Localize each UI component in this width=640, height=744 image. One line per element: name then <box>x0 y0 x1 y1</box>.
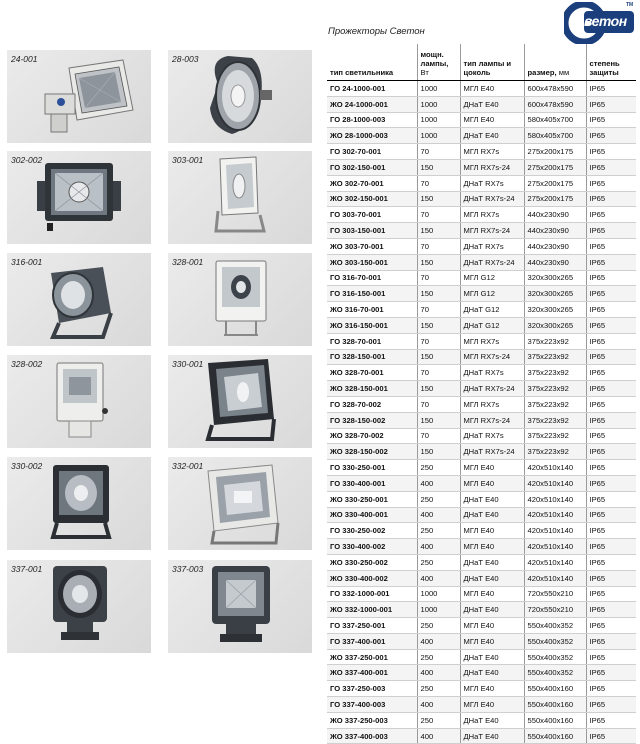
cell-size: 550x400x160 <box>524 681 586 697</box>
tile-label: 332-001 <box>172 461 204 471</box>
cell-ip: IP65 <box>586 665 636 681</box>
cell-lamp: ДНаТ E40 <box>460 728 524 744</box>
cell-lamp: ДНаТ E40 <box>460 554 524 570</box>
table-row <box>327 159 636 175</box>
cell-lamp: МГЛ E40 <box>460 81 524 97</box>
cell-model: ЖО 332-1000-001 <box>327 602 417 618</box>
cell-size: 550x400x352 <box>524 665 586 681</box>
cell-ip: IP65 <box>586 128 636 144</box>
cell-lamp: МГЛ E40 <box>460 586 524 602</box>
table-row <box>327 333 636 349</box>
cell-ip: IP65 <box>586 649 636 665</box>
cell-size: 420x510x140 <box>524 460 586 476</box>
product-tile-28-003[interactable] <box>168 50 312 143</box>
catalog-title: Прожекторы Светон <box>328 26 425 37</box>
cell-power: 70 <box>417 396 460 412</box>
table-row <box>327 523 636 539</box>
cell-model: ГО 303-150-001 <box>327 223 417 239</box>
table-row <box>327 697 636 713</box>
cell-ip: IP65 <box>586 254 636 270</box>
product-tile-330-001[interactable] <box>168 355 312 448</box>
cell-lamp: ДНаТ E40 <box>460 665 524 681</box>
cell-model: ЖО 330-250-001 <box>327 491 417 507</box>
table-row <box>327 428 636 444</box>
cell-lamp: МГЛ RX7s <box>460 396 524 412</box>
cell-size: 375x223x92 <box>524 444 586 460</box>
cell-ip: IP65 <box>586 223 636 239</box>
cell-ip: IP65 <box>586 333 636 349</box>
cell-size: 580x405x700 <box>524 112 586 128</box>
cell-power: 70 <box>417 238 460 254</box>
cell-power: 250 <box>417 712 460 728</box>
cell-size: 420x510x140 <box>524 554 586 570</box>
cell-size: 275x200x175 <box>524 191 586 207</box>
cell-size: 275x200x175 <box>524 144 586 160</box>
table-row <box>327 96 636 112</box>
cell-power: 70 <box>417 175 460 191</box>
tile-label: 316-001 <box>11 257 43 267</box>
tile-label: 24-001 <box>11 54 38 64</box>
cell-model: ЖО 330-250-002 <box>327 554 417 570</box>
table-row <box>327 475 636 491</box>
cell-model: ЖО 337-250-001 <box>327 649 417 665</box>
brand-logo-text: ветон <box>584 13 627 29</box>
cell-ip: IP65 <box>586 728 636 744</box>
cell-power: 250 <box>417 618 460 634</box>
cell-ip: IP65 <box>586 570 636 586</box>
cell-lamp: МГЛ G12 <box>460 286 524 302</box>
cell-size: 600x478x590 <box>524 81 586 97</box>
cell-model: ЖО 328-150-002 <box>327 444 417 460</box>
table-header-row <box>327 44 636 81</box>
cell-lamp: ДНаТ RX7s <box>460 175 524 191</box>
table-row <box>327 491 636 507</box>
cell-power: 150 <box>417 223 460 239</box>
table-row <box>327 286 636 302</box>
cell-model: ГО 316-70-001 <box>327 270 417 286</box>
cell-power: 250 <box>417 523 460 539</box>
cell-lamp: МГЛ E40 <box>460 460 524 476</box>
cell-lamp: МГЛ E40 <box>460 539 524 555</box>
cell-lamp: МГЛ E40 <box>460 523 524 539</box>
cell-model: ЖО 303-150-001 <box>327 254 417 270</box>
table-row <box>327 554 636 570</box>
product-tile-302-002[interactable] <box>7 151 151 244</box>
cell-lamp: ДНаТ E40 <box>460 712 524 728</box>
cell-size: 420x510x140 <box>524 491 586 507</box>
cell-power: 250 <box>417 649 460 665</box>
cell-size: 275x200x175 <box>524 159 586 175</box>
cell-lamp: ДНаТ RX7s-24 <box>460 444 524 460</box>
cell-ip: IP65 <box>586 286 636 302</box>
cell-ip: IP65 <box>586 112 636 128</box>
cell-size: 440x230x90 <box>524 223 586 239</box>
cell-power: 150 <box>417 317 460 333</box>
cell-power: 150 <box>417 286 460 302</box>
cell-power: 400 <box>417 475 460 491</box>
cell-ip: IP65 <box>586 238 636 254</box>
cell-model: ГО 302-70-001 <box>327 144 417 160</box>
cell-lamp: МГЛ E40 <box>460 475 524 491</box>
cell-lamp: ДНаТ RX7s <box>460 428 524 444</box>
tile-label: 330-001 <box>172 359 204 369</box>
cell-size: 580x405x700 <box>524 128 586 144</box>
table-row <box>327 302 636 318</box>
cell-size: 550x400x160 <box>524 728 586 744</box>
cell-power: 150 <box>417 191 460 207</box>
cell-model: ГО 303-70-001 <box>327 207 417 223</box>
tile-label: 302-002 <box>11 155 43 165</box>
cell-model: ЖО 337-250-003 <box>327 712 417 728</box>
table-row <box>327 728 636 744</box>
table-row <box>327 665 636 681</box>
table-row <box>327 223 636 239</box>
product-tile-337-001[interactable] <box>7 560 151 653</box>
cell-ip: IP65 <box>586 539 636 555</box>
header-type: тип светильника <box>327 44 417 81</box>
cell-lamp: МГЛ G12 <box>460 270 524 286</box>
product-tile-337-003[interactable] <box>168 560 312 653</box>
table-row <box>327 175 636 191</box>
table-row <box>327 412 636 428</box>
table-row <box>327 681 636 697</box>
cell-power: 400 <box>417 665 460 681</box>
cell-lamp: ДНаТ E40 <box>460 570 524 586</box>
cell-model: ЖО 328-150-001 <box>327 381 417 397</box>
cell-size: 320x300x265 <box>524 302 586 318</box>
table-row <box>327 349 636 365</box>
cell-power: 1000 <box>417 128 460 144</box>
cell-ip: IP65 <box>586 618 636 634</box>
cell-lamp: МГЛ E40 <box>460 112 524 128</box>
cell-size: 550x400x352 <box>524 633 586 649</box>
cell-model: ГО 330-400-001 <box>327 475 417 491</box>
product-tile-330-002[interactable] <box>7 457 151 550</box>
cell-model: ГО 337-250-001 <box>327 618 417 634</box>
cell-size: 420x510x140 <box>524 475 586 491</box>
cell-ip: IP65 <box>586 270 636 286</box>
cell-size: 420x510x140 <box>524 539 586 555</box>
cell-model: ЖО 302-150-001 <box>327 191 417 207</box>
cell-ip: IP65 <box>586 159 636 175</box>
cell-lamp: МГЛ RX7s <box>460 333 524 349</box>
table-body <box>327 81 636 744</box>
tile-label: 303-001 <box>172 155 204 165</box>
table-row <box>327 238 636 254</box>
cell-model: ГО 28-1000-003 <box>327 112 417 128</box>
cell-model: ГО 328-150-002 <box>327 412 417 428</box>
table-row <box>327 570 636 586</box>
cell-size: 320x300x265 <box>524 317 586 333</box>
cell-model: ГО 316-150-001 <box>327 286 417 302</box>
product-tile-24-001[interactable] <box>7 50 151 143</box>
cell-power: 150 <box>417 444 460 460</box>
cell-size: 375x223x92 <box>524 396 586 412</box>
cell-ip: IP65 <box>586 460 636 476</box>
cell-power: 400 <box>417 539 460 555</box>
cell-power: 70 <box>417 144 460 160</box>
cell-ip: IP65 <box>586 365 636 381</box>
cell-size: 320x300x265 <box>524 270 586 286</box>
cell-ip: IP65 <box>586 681 636 697</box>
cell-power: 1000 <box>417 586 460 602</box>
cell-ip: IP65 <box>586 81 636 97</box>
cell-size: 550x400x160 <box>524 697 586 713</box>
cell-lamp: ДНаТ G12 <box>460 317 524 333</box>
cell-size: 375x223x92 <box>524 428 586 444</box>
cell-ip: IP65 <box>586 428 636 444</box>
cell-power: 70 <box>417 302 460 318</box>
cell-model: ЖО 316-150-001 <box>327 317 417 333</box>
cell-model: ЖО 337-400-001 <box>327 665 417 681</box>
cell-size: 440x230x90 <box>524 238 586 254</box>
cell-model: ЖО 337-400-003 <box>327 728 417 744</box>
cell-ip: IP65 <box>586 523 636 539</box>
cell-lamp: МГЛ RX7s-24 <box>460 159 524 175</box>
cell-lamp: ДНаТ RX7s-24 <box>460 191 524 207</box>
tile-label: 337-003 <box>172 564 204 574</box>
cell-power: 250 <box>417 460 460 476</box>
cell-ip: IP65 <box>586 491 636 507</box>
cell-power: 70 <box>417 428 460 444</box>
cell-lamp: ДНаТ RX7s <box>460 365 524 381</box>
cell-power: 250 <box>417 491 460 507</box>
cell-model: ЖО 330-400-002 <box>327 570 417 586</box>
table-row <box>327 712 636 728</box>
cell-size: 550x400x352 <box>524 649 586 665</box>
cell-ip: IP65 <box>586 144 636 160</box>
cell-ip: IP65 <box>586 586 636 602</box>
cell-size: 600x478x590 <box>524 96 586 112</box>
cell-size: 375x223x92 <box>524 333 586 349</box>
cell-size: 375x223x92 <box>524 365 586 381</box>
cell-ip: IP65 <box>586 317 636 333</box>
cell-model: ГО 330-250-001 <box>327 460 417 476</box>
cell-lamp: МГЛ RX7s-24 <box>460 223 524 239</box>
cell-power: 1000 <box>417 96 460 112</box>
header-power: мощн. лампы, Вт <box>417 44 460 81</box>
cell-power: 70 <box>417 365 460 381</box>
table-row <box>327 81 636 97</box>
header-power-unit: Вт <box>420 68 429 77</box>
cell-lamp: ДНаТ RX7s-24 <box>460 254 524 270</box>
cell-model: ЖО 28-1000-003 <box>327 128 417 144</box>
cell-power: 150 <box>417 381 460 397</box>
cell-model: ГО 330-400-002 <box>327 539 417 555</box>
cell-power: 400 <box>417 697 460 713</box>
cell-size: 275x200x175 <box>524 175 586 191</box>
cell-model: ГО 24-1000-001 <box>327 81 417 97</box>
table-row <box>327 444 636 460</box>
cell-lamp: ДНаТ E40 <box>460 128 524 144</box>
cell-power: 150 <box>417 412 460 428</box>
cell-size: 550x400x352 <box>524 618 586 634</box>
cell-power: 70 <box>417 270 460 286</box>
cell-lamp: ДНаТ E40 <box>460 649 524 665</box>
product-tile-328-001[interactable] <box>168 253 312 346</box>
cell-power: 70 <box>417 207 460 223</box>
cell-model: ЖО 302-70-001 <box>327 175 417 191</box>
cell-model: ЖО 328-70-002 <box>327 428 417 444</box>
table-row <box>327 539 636 555</box>
cell-lamp: МГЛ E40 <box>460 681 524 697</box>
cell-lamp: МГЛ E40 <box>460 618 524 634</box>
cell-ip: IP65 <box>586 191 636 207</box>
cell-ip: IP65 <box>586 633 636 649</box>
table-row <box>327 317 636 333</box>
table-row <box>327 128 636 144</box>
cell-ip: IP65 <box>586 475 636 491</box>
cell-model: ГО 330-250-002 <box>327 523 417 539</box>
cell-ip: IP65 <box>586 602 636 618</box>
cell-model: ГО 328-150-001 <box>327 349 417 365</box>
cell-model: ГО 328-70-001 <box>327 333 417 349</box>
product-tile-303-001[interactable] <box>168 151 312 244</box>
cell-power: 70 <box>417 333 460 349</box>
table-row <box>327 396 636 412</box>
cell-model: ЖО 330-400-001 <box>327 507 417 523</box>
spec-table <box>327 44 636 744</box>
cell-model: ЖО 303-70-001 <box>327 238 417 254</box>
cell-power: 1000 <box>417 112 460 128</box>
tile-label: 337-001 <box>11 564 43 574</box>
header-size-unit: мм <box>558 68 570 77</box>
cell-lamp: МГЛ E40 <box>460 697 524 713</box>
cell-power: 400 <box>417 728 460 744</box>
cell-ip: IP65 <box>586 96 636 112</box>
tile-label: 328-002 <box>11 359 43 369</box>
tile-label: 330-002 <box>11 461 43 471</box>
table-row <box>327 460 636 476</box>
cell-size: 375x223x92 <box>524 381 586 397</box>
cell-ip: IP65 <box>586 554 636 570</box>
cell-size: 420x510x140 <box>524 523 586 539</box>
table-row <box>327 507 636 523</box>
cell-power: 1000 <box>417 81 460 97</box>
cell-ip: IP65 <box>586 381 636 397</box>
cell-model: ГО 328-70-002 <box>327 396 417 412</box>
table-row <box>327 649 636 665</box>
cell-size: 420x510x140 <box>524 507 586 523</box>
cell-size: 720x550x210 <box>524 586 586 602</box>
cell-power: 150 <box>417 159 460 175</box>
cell-power: 1000 <box>417 602 460 618</box>
table-row <box>327 207 636 223</box>
cell-lamp: ДНаТ RX7s-24 <box>460 381 524 397</box>
cell-power: 250 <box>417 681 460 697</box>
trademark-mark: TM <box>626 2 634 8</box>
cell-ip: IP65 <box>586 349 636 365</box>
cell-ip: IP65 <box>586 412 636 428</box>
cell-power: 400 <box>417 570 460 586</box>
cell-power: 400 <box>417 633 460 649</box>
header-lamp: тип лампы и цоколь <box>460 44 524 81</box>
cell-model: ЖО 328-70-001 <box>327 365 417 381</box>
cell-size: 420x510x140 <box>524 570 586 586</box>
product-tile-328-002[interactable] <box>7 355 151 448</box>
table-row <box>327 270 636 286</box>
table-row <box>327 586 636 602</box>
cell-size: 550x400x160 <box>524 712 586 728</box>
cell-ip: IP65 <box>586 697 636 713</box>
table-row <box>327 381 636 397</box>
cell-ip: IP65 <box>586 712 636 728</box>
cell-lamp: ДНаТ E40 <box>460 96 524 112</box>
cell-size: 440x230x90 <box>524 207 586 223</box>
product-tile-316-001[interactable] <box>7 253 151 346</box>
tile-label: 328-001 <box>172 257 204 267</box>
cell-lamp: МГЛ RX7s <box>460 207 524 223</box>
cell-lamp: ДНаТ G12 <box>460 302 524 318</box>
cell-model: ГО 332-1000-001 <box>327 586 417 602</box>
cell-model: ГО 302-150-001 <box>327 159 417 175</box>
cell-lamp: ДНаТ E40 <box>460 507 524 523</box>
table-row <box>327 112 636 128</box>
table-row <box>327 365 636 381</box>
cell-size: 720x550x210 <box>524 602 586 618</box>
cell-model: ЖО 24-1000-001 <box>327 96 417 112</box>
cell-ip: IP65 <box>586 444 636 460</box>
cell-model: ГО 337-400-001 <box>327 633 417 649</box>
cell-lamp: ДНаТ RX7s <box>460 238 524 254</box>
cell-ip: IP65 <box>586 207 636 223</box>
cell-lamp: МГЛ RX7s <box>460 144 524 160</box>
header-size: размер, мм <box>524 44 586 81</box>
cell-ip: IP65 <box>586 302 636 318</box>
cell-size: 440x230x90 <box>524 254 586 270</box>
table-row <box>327 191 636 207</box>
cell-lamp: МГЛ RX7s-24 <box>460 349 524 365</box>
table-row <box>327 144 636 160</box>
cell-model: ГО 337-400-003 <box>327 697 417 713</box>
cell-lamp: ДНаТ E40 <box>460 602 524 618</box>
cell-lamp: МГЛ E40 <box>460 633 524 649</box>
cell-power: 150 <box>417 349 460 365</box>
cell-ip: IP65 <box>586 175 636 191</box>
table-row <box>327 618 636 634</box>
product-tile-332-001[interactable] <box>168 457 312 550</box>
cell-power: 400 <box>417 507 460 523</box>
cell-size: 320x300x265 <box>524 286 586 302</box>
cell-ip: IP65 <box>586 396 636 412</box>
cell-size: 375x223x92 <box>524 412 586 428</box>
header-ip: степень защиты <box>586 44 636 81</box>
cell-model: ГО 337-250-003 <box>327 681 417 697</box>
cell-size: 375x223x92 <box>524 349 586 365</box>
cell-power: 250 <box>417 554 460 570</box>
cell-lamp: ДНаТ E40 <box>460 491 524 507</box>
table-row <box>327 633 636 649</box>
cell-ip: IP65 <box>586 507 636 523</box>
cell-model: ЖО 316-70-001 <box>327 302 417 318</box>
table-row <box>327 254 636 270</box>
cell-power: 150 <box>417 254 460 270</box>
table-row <box>327 602 636 618</box>
tile-label: 28-003 <box>172 54 199 64</box>
cell-lamp: МГЛ RX7s-24 <box>460 412 524 428</box>
